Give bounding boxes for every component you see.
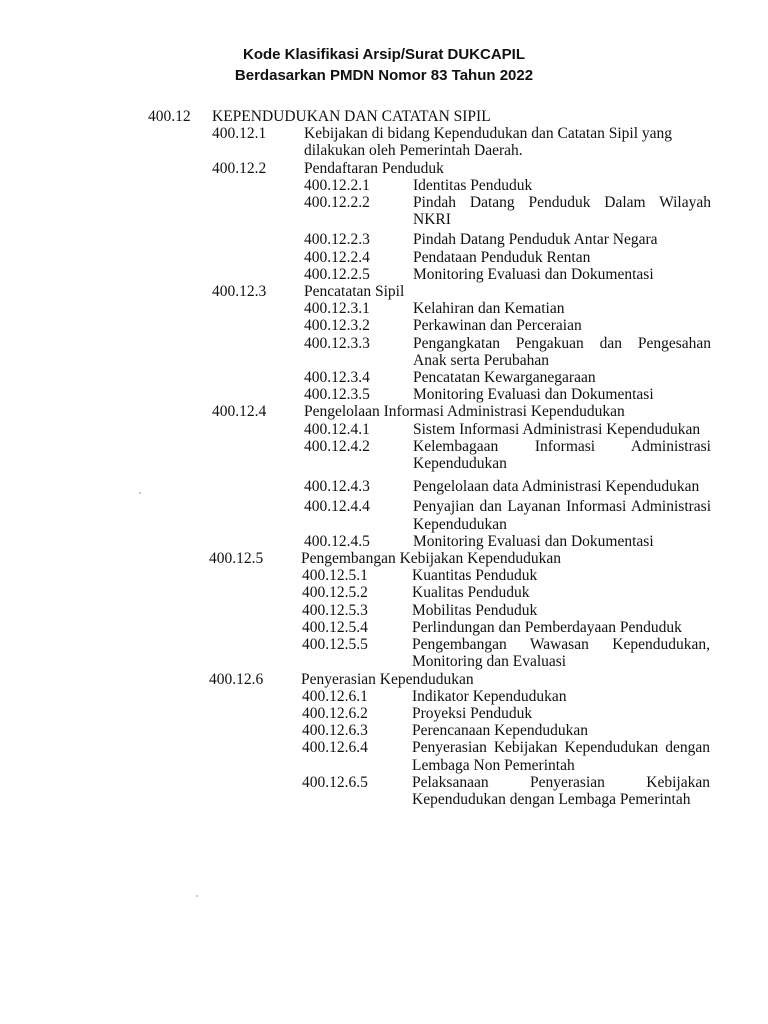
classification-code-list	[0, 108, 768, 808]
code-number: 400.12.4.4	[304, 498, 370, 516]
code-number: 400.12.4.2	[304, 437, 370, 455]
code-number: 400.12.2.5	[304, 265, 370, 283]
code-row-400-12	[0, 108, 768, 125]
code-description: Monitoring Evaluasi dan Dokumentasi	[413, 532, 654, 550]
code-row-400-12-3-4	[0, 369, 768, 386]
code-row-400-12-2-1	[0, 177, 768, 194]
code-row-400-12-1	[0, 125, 768, 159]
code-number: 400.12.3.1	[304, 300, 370, 318]
title-line-2: Berdasarkan PMDN Nomor 83 Tahun 2022	[234, 67, 534, 84]
code-description: Kelahiran dan Kematian	[413, 300, 565, 318]
code-description: KEPENDUDUKAN DAN CATATAN SIPIL	[212, 108, 491, 125]
code-description: Perencanaan Kependudukan	[412, 722, 589, 740]
code-description: Identitas Penduduk	[413, 176, 533, 194]
code-description: Pindah Datang Penduduk Antar Negara	[413, 231, 658, 249]
document-title	[0, 44, 768, 86]
code-description: Penyajian dan Layanan Informasi Administrasi Kependudukan	[413, 498, 711, 533]
code-description: Perlindungan dan Pemberdayaan Penduduk	[412, 618, 682, 636]
code-number: 400.12.5.3	[302, 601, 368, 619]
code-row-400-12-6-1	[0, 688, 768, 705]
code-description: Penyerasian Kependudukan	[301, 670, 474, 688]
code-row-400-12-5-3	[0, 602, 768, 619]
code-row-400-12-5-2	[0, 584, 768, 601]
code-description: Pengelolaan Informasi Administrasi Kependudukan	[304, 403, 625, 421]
code-number: 400.12.2.1	[304, 176, 370, 194]
code-description: Sistem Informasi Administrasi Kependudukan	[413, 420, 701, 438]
code-number: 400.12.6.4	[302, 739, 368, 757]
code-description: Pendataan Penduduk Rentan	[413, 248, 591, 266]
code-description: Kuantitas Penduduk	[412, 567, 538, 585]
code-row-400-12-4-3	[0, 478, 768, 495]
code-number: 400.12.3	[212, 283, 267, 301]
code-row-400-12-5-5	[0, 636, 768, 670]
code-row-400-12-5-4	[0, 619, 768, 636]
code-number: 400.12.2.4	[304, 248, 370, 266]
code-description: Pencatatan Sipil	[304, 283, 405, 301]
code-number: 400.12.2	[212, 159, 267, 177]
code-number: 400.12.6.2	[302, 704, 368, 722]
code-description: Pengembangan Wawasan Kependudukan, Monitoring dan Evaluasi	[412, 636, 710, 671]
code-description: Pengangkatan Pengakuan dan Pengesahan Anak serta Perubahan	[413, 334, 711, 369]
code-row-400-12-4-2	[0, 438, 768, 472]
code-number: 400.12.2.3	[304, 231, 370, 249]
code-description: Indikator Kependudukan	[412, 687, 567, 705]
code-number: 400.12.4.5	[304, 532, 370, 550]
code-number: 400.12.5.2	[302, 584, 368, 602]
code-number: 400.12.2.2	[304, 194, 370, 212]
code-row-400-12-3-3	[0, 335, 768, 369]
code-description: Pencatatan Kewarganegaraan	[413, 369, 596, 387]
code-number: 400.12.4.1	[304, 420, 370, 438]
code-description: Pengelolaan data Administrasi Kependudukan	[413, 478, 700, 496]
code-description: Proyeksi Penduduk	[412, 704, 533, 722]
code-description: Mobilitas Penduduk	[412, 601, 538, 619]
code-number: 400.12.3.5	[304, 386, 370, 404]
code-row-400-12-2-2	[0, 194, 768, 228]
code-description: Monitoring Evaluasi dan Dokumentasi	[413, 265, 654, 283]
scan-speck	[139, 492, 141, 494]
code-number: 400.12	[148, 108, 191, 125]
code-row-400-12-3	[0, 283, 768, 300]
code-description: Pengembangan Kebijakan Kependudukan	[301, 550, 561, 568]
code-description: Pindah Datang Penduduk Dalam Wilayah NKRI	[413, 194, 711, 229]
code-row-400-12-2-5	[0, 266, 768, 283]
code-number: 400.12.6	[209, 670, 264, 688]
code-row-400-12-4-1	[0, 421, 768, 438]
code-description: Kelembagaan Informasi Administrasi Kependudukan	[413, 437, 711, 473]
code-row-400-12-6	[0, 671, 768, 688]
code-number: 400.12.3.2	[304, 317, 370, 335]
code-number: 400.12.5	[209, 550, 264, 568]
code-description: Pendaftaran Penduduk	[304, 159, 444, 177]
code-row-400-12-2-4	[0, 249, 768, 266]
code-number: 400.12.6.5	[302, 773, 368, 791]
code-number: 400.12.4	[212, 403, 267, 421]
code-row-400-12-3-1	[0, 300, 768, 317]
code-number: 400.12.5.1	[302, 567, 368, 585]
code-row-400-12-6-4	[0, 739, 768, 773]
code-number: 400.12.3.3	[304, 334, 370, 352]
code-row-400-12-6-2	[0, 705, 768, 722]
code-description: Kebijakan di bidang Kependudukan dan Catatan Sipil yang dilakukan oleh Pemerintah Daerah.	[304, 125, 673, 160]
code-row-400-12-4-5	[0, 533, 768, 550]
title-line-1: Kode Klasifikasi Arsip/Surat DUKCAPIL	[242, 46, 525, 63]
scan-speck	[196, 895, 198, 897]
code-number: 400.12.5.4	[302, 618, 368, 636]
code-number: 400.12.3.4	[304, 369, 370, 387]
code-description: Pelaksanaan Penyerasian Kebijakan Kependudukan dengan Lembaga Pemerintah	[412, 773, 710, 808]
code-description: Penyerasian Kebijakan Kependudukan dengan Lembaga Non Pemerintah	[412, 739, 710, 774]
code-row-400-12-5-1	[0, 567, 768, 584]
code-row-400-12-3-2	[0, 317, 768, 334]
code-description: Monitoring Evaluasi dan Dokumentasi	[413, 386, 654, 404]
code-row-400-12-6-3	[0, 722, 768, 739]
code-row-400-12-5	[0, 550, 768, 567]
code-description: Kualitas Penduduk	[412, 584, 530, 602]
code-description: Perkawinan dan Perceraian	[413, 317, 582, 335]
code-row-400-12-4-4	[0, 498, 768, 532]
code-number: 400.12.4.3	[304, 478, 370, 496]
code-row-400-12-4	[0, 403, 768, 420]
code-number: 400.12.5.5	[302, 636, 368, 654]
code-row-400-12-3-5	[0, 386, 768, 403]
code-number: 400.12.6.1	[302, 687, 368, 705]
code-number: 400.12.6.3	[302, 722, 368, 740]
code-number: 400.12.1	[212, 125, 267, 143]
code-row-400-12-2	[0, 160, 768, 177]
code-row-400-12-6-5	[0, 774, 768, 808]
code-row-400-12-2-3	[0, 231, 768, 248]
